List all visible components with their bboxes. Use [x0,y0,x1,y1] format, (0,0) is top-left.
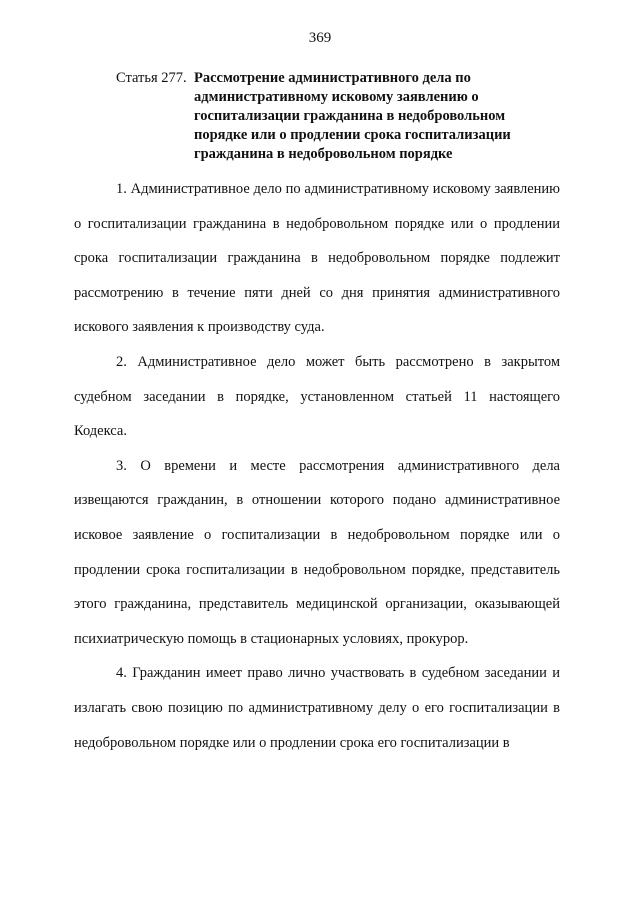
article-number: Статья 277. [116,70,187,86]
article-body [74,172,560,760]
article-heading [116,69,546,164]
page-number: 369 [308,30,332,46]
paragraph-4: 4. Гражданин имеет право лично участвовать в судебном заседании и излагать свою позицию по административному делу о его госпитализации в недобровольном порядке или о продлении срока его госпитализации в [74,665,560,751]
paragraph-2: 2. Административное дело может быть рассмотрено в закрытом судебном заседании в порядке, установленном статьей 11 настоящего Кодекса. [74,353,560,440]
paragraph-3: 3. О времени и месте рассмотрения административного дела извещаются гражданин, в отношении которого подано административное исковое заявление о госпитализации в недобровольном порядке или о продлении срока госпитализации в недобровольном порядке, представитель этого гражданина, представитель медицинской организации, оказывающей психиатрическую помощь в стационарных условиях, прокурор. [74,457,560,647]
article-title: Рассмотрение административного дела по административному исковому заявлению о госпитализации гражданина в недобровольном порядке или о продлении срока госпитализации гражданина в недобровольном порядке [194,70,511,162]
paragraph-1: 1. Административное дело по административному исковому заявлению о госпитализации гражданина в недобровольном порядке или о продлении срока госпитализации гражданина в недобровольном порядке подлежит рассмотрению в течение пяти дней со дня принятия административного искового заявления к производству суда. [74,181,560,336]
